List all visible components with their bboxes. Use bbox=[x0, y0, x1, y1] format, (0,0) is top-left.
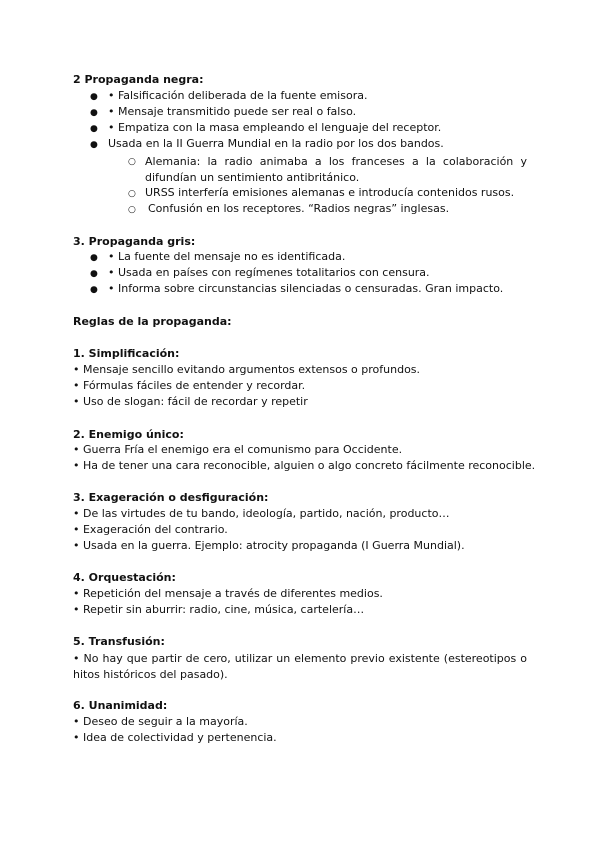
circle-bullet-icon: ○ bbox=[128, 157, 136, 167]
bullet-icon: ● bbox=[90, 269, 98, 279]
rule-line: • Fórmulas fáciles de entender y recordar. bbox=[73, 379, 306, 392]
list-item: • Falsificación deliberada de la fuente emisora. bbox=[108, 89, 368, 102]
section-heading-propaganda-negra: 2 Propaganda negra: bbox=[73, 73, 204, 86]
bullet-icon: ● bbox=[90, 108, 98, 118]
rule-heading: 6. Unanimidad: bbox=[73, 699, 168, 712]
rule-line: • De las virtudes de tu bando, ideología, partido, nación, producto… bbox=[73, 507, 450, 520]
rule-heading: 2. Enemigo único: bbox=[73, 428, 184, 441]
list-item: • Mensaje transmitido puede ser real o falso. bbox=[108, 105, 357, 118]
rule-heading: 3. Exageración o desfiguración: bbox=[73, 491, 269, 504]
bullet-icon: ● bbox=[90, 285, 98, 295]
list-item: • Informa sobre circunstancias silenciadas o censuradas. Gran impacto. bbox=[108, 282, 504, 295]
rule-line: • Idea de colectividad y pertenencia. bbox=[73, 731, 277, 744]
list-item: • Usada en países con regímenes totalitarios con censura. bbox=[108, 266, 430, 279]
rule-line: • Repetir sin aburrir: radio, cine, música, cartelería… bbox=[73, 603, 365, 616]
rule-line: • Guerra Fría el enemigo era el comunismo para Occidente. bbox=[73, 443, 403, 456]
rule-line: • Ha de tener una cara reconocible, alguien o algo concreto fácilmente reconocible. bbox=[73, 459, 536, 472]
rule-heading: 5. Transfusión: bbox=[73, 635, 165, 648]
list-item: • La fuente del mensaje no es identificada. bbox=[108, 250, 346, 263]
rule-line: • Repetición del mensaje a través de diferentes medios. bbox=[73, 587, 383, 600]
list-item: • Empatiza con la masa empleando el lenguaje del receptor. bbox=[108, 121, 442, 134]
list-item: Usada en la II Guerra Mundial en la radio por los dos bandos. bbox=[108, 137, 444, 150]
rule-line: • Usada en la guerra. Ejemplo: atrocity propaganda (I Guerra Mundial). bbox=[73, 539, 465, 552]
rule-line: • No hay que partir de cero, utilizar un elemento previo existente (estereotipos o hitos históricos del pasado). bbox=[73, 652, 527, 681]
sub-list-item: Alemania: la radio animaba a los franceses a la colaboración y difundían un sentimiento antibritánico. bbox=[145, 155, 527, 184]
rules-heading: Reglas de la propaganda: bbox=[73, 315, 232, 328]
rule-line: • Deseo de seguir a la mayoría. bbox=[73, 715, 248, 728]
rule-line: • Mensaje sencillo evitando argumentos extensos o profundos. bbox=[73, 363, 421, 376]
rule-line: • Uso de slogan: fácil de recordar y repetir bbox=[73, 395, 308, 408]
section-heading-propaganda-gris: 3. Propaganda gris: bbox=[73, 235, 196, 248]
circle-bullet-icon: ○ bbox=[128, 189, 136, 199]
sub-list-item: Confusión en los receptores. “Radios negras” inglesas. bbox=[148, 202, 450, 215]
rule-heading: 4. Orquestación: bbox=[73, 571, 176, 584]
rule-heading: 1. Simplificación: bbox=[73, 347, 180, 360]
rule-line: • Exageración del contrario. bbox=[73, 523, 228, 536]
bullet-icon: ● bbox=[90, 253, 98, 263]
bullet-icon: ● bbox=[90, 140, 98, 150]
bullet-icon: ● bbox=[90, 124, 98, 134]
bullet-icon: ● bbox=[90, 92, 98, 102]
sub-list-item: URSS interfería emisiones alemanas e introducía contenidos rusos. bbox=[145, 186, 515, 199]
circle-bullet-icon: ○ bbox=[128, 205, 136, 215]
